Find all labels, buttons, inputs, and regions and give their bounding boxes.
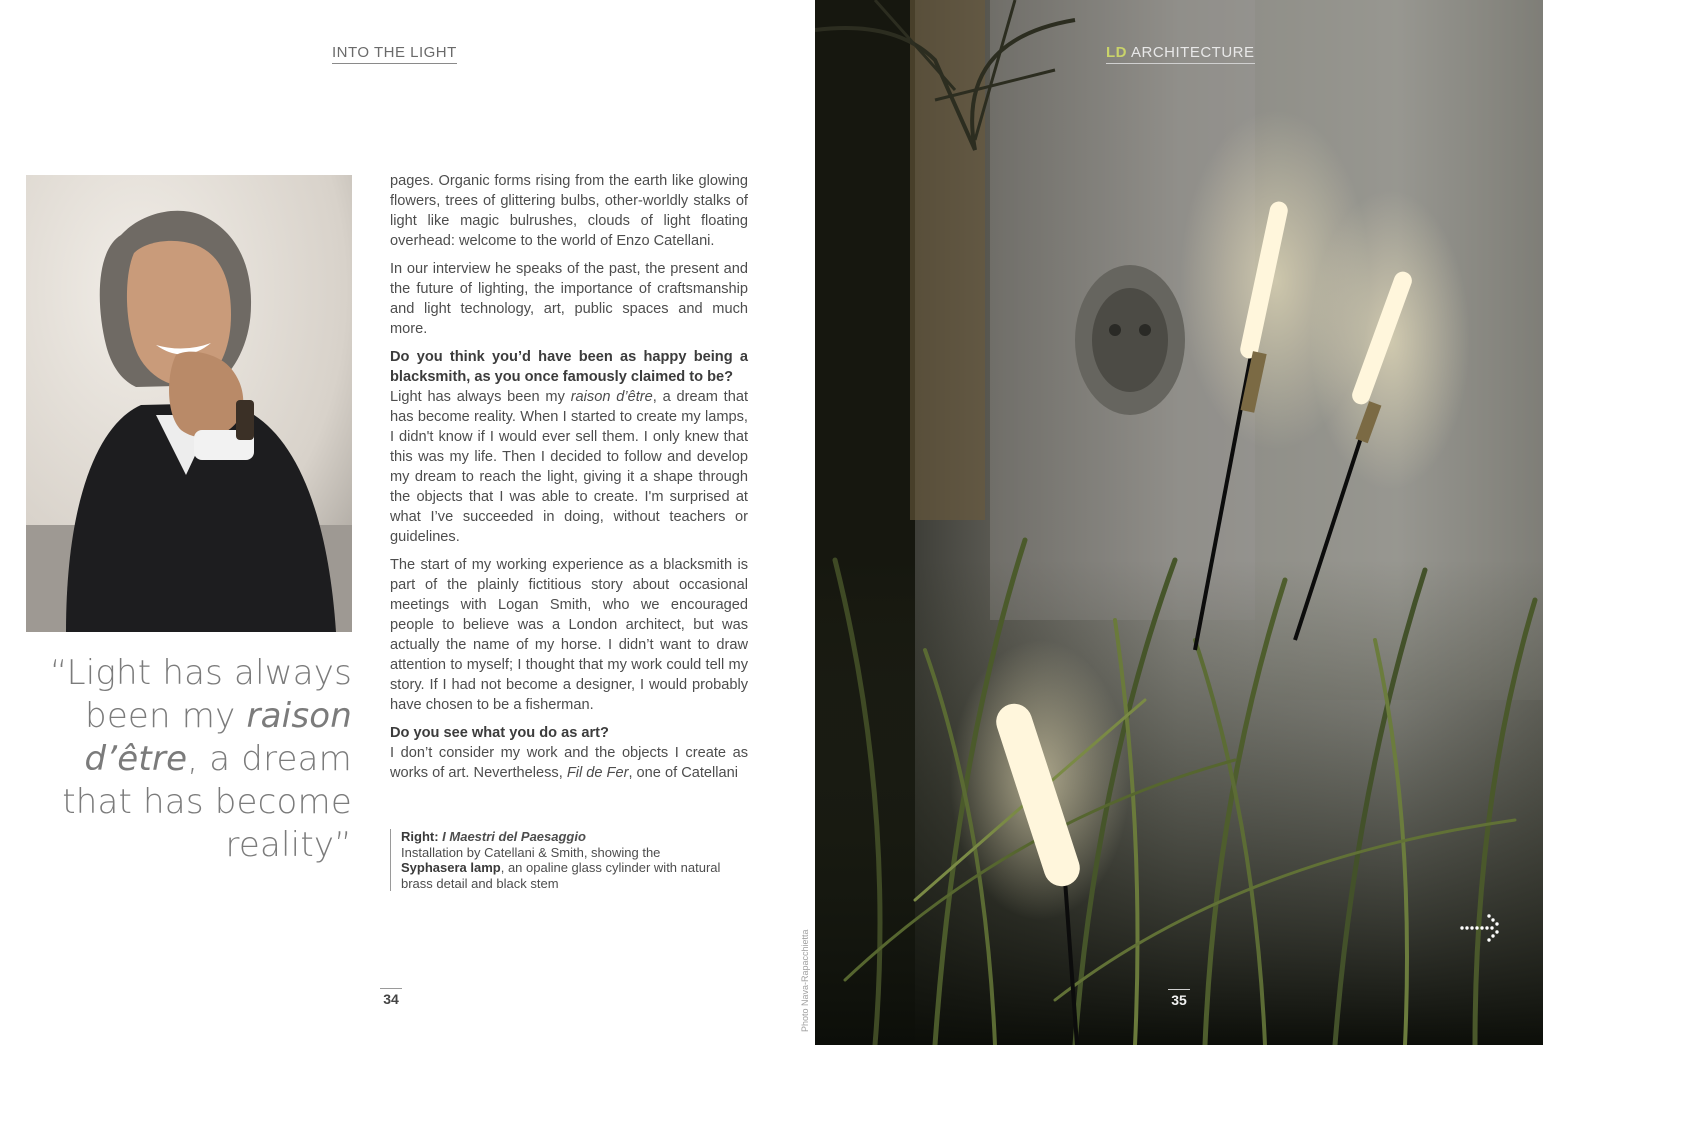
pull-quote-open: “Light has always been my <box>49 653 352 736</box>
interview-answer <box>390 387 748 547</box>
article-body <box>390 171 748 791</box>
caption-lead: Right: <box>401 829 443 844</box>
page-number: 34 <box>380 988 402 1007</box>
pull-quote-rest: , a dream that has become reality” <box>62 739 352 865</box>
caption-text: , an opaline glass cylinder with natural brass detail and black stem <box>401 860 721 891</box>
answer-italic: Fil de Fer <box>566 765 629 781</box>
caption-line: Installation by Catellani & Smith, showing the <box>401 844 661 860</box>
section-header-text: ARCHITECTURE <box>1131 44 1255 61</box>
photo-credit: Photo Nava-Rapacchietta <box>800 929 810 1032</box>
paragraph: The start of my working experience as a blacksmith is part of the plainly fictitious story about occasional meetings with Logan Smith, who we encouraged people to believe was a London architect, but was actually the name of my horse. I didn’t want to draw attention to myself; I thought that my work could tell my story. If I had not become a designer, I would probably have chosen to be a fisherman. <box>390 557 748 713</box>
ld-logo: LD <box>1106 44 1127 61</box>
answer-text: , a dream that has become reality. When I started to create my lamps, I didn't know if I would ever sell them. I only knew that this was my life. Then I decided to follow and develop my dream to reach the light, giving it a shape through the objects that I was able to create. I'm surprised at what I’ve succeeded in doing, without teachers or guidelines. <box>390 389 749 545</box>
paragraph: pages. Organic forms rising from the earth like glowing flowers, trees of glittering bulbs, other-worldly stalks of light like magic bulrushes, clouds of light floating overhead: welcome to the world of Enzo Catellani. <box>390 173 748 249</box>
answer-text: Light has always been my <box>390 389 571 405</box>
paragraph: In our interview he speaks of the past, the present and the future of lighting, the importance of craftsmanship and light technology, art, public spaces and much more. <box>390 261 748 337</box>
interview-question: Do you see what you do as art? <box>390 725 609 741</box>
portrait-illustration <box>26 175 352 632</box>
garden-lamps-photo <box>815 0 1543 1045</box>
interview-question: Do you think you’d have been as happy being a blacksmith, as you once famously claimed to be? <box>390 349 748 385</box>
right-page-photo <box>815 0 1543 1045</box>
portrait-photo <box>26 175 352 632</box>
caption-line <box>401 860 731 891</box>
image-caption <box>390 829 731 891</box>
pull-quote-italic: raison d’être <box>84 696 352 779</box>
page-number: 35 <box>1168 989 1190 1008</box>
left-page <box>0 0 815 1045</box>
answer-italic: raison d’être <box>570 389 653 405</box>
caption-title-line <box>401 829 731 845</box>
caption-product: Syphasera lamp <box>401 860 501 875</box>
section-header-right <box>1106 44 1255 64</box>
section-header: INTO THE LIGHT <box>332 44 457 64</box>
answer-text: , one of Catellani <box>628 765 738 781</box>
interview-answer <box>390 743 748 783</box>
dotted-arrow-right-icon[interactable] <box>1459 910 1503 946</box>
page-bottom-margin <box>0 1045 1700 1133</box>
answer-text: I don’t consider my work and the objects I create as works of art. Nevertheless, <box>390 745 748 781</box>
pull-quote <box>40 652 352 867</box>
caption-title: I Maestri del Paesaggio <box>442 829 586 844</box>
